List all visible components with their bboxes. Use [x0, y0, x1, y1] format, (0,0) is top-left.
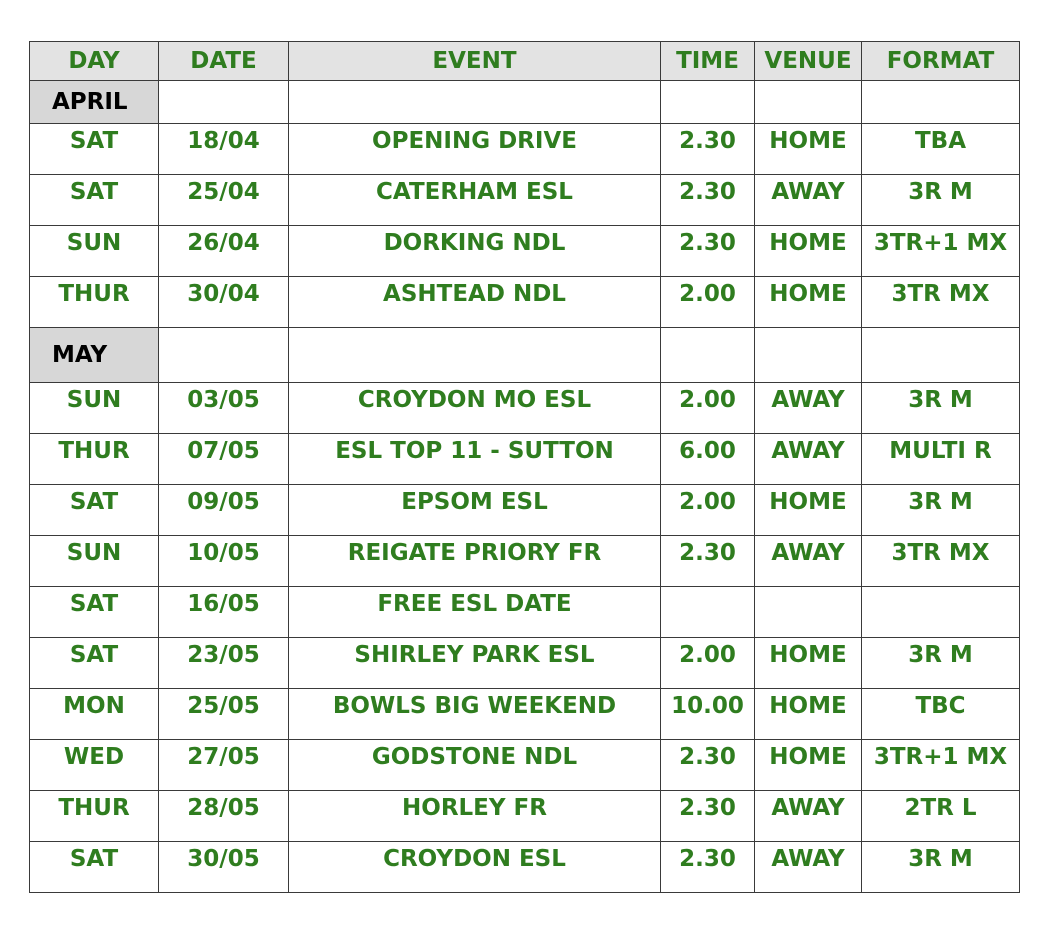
cell-format: 3R M [862, 638, 1020, 689]
cell-day: SAT [30, 842, 159, 893]
empty-cell [755, 328, 862, 383]
table-row [30, 791, 1020, 842]
cell-day: THUR [30, 277, 159, 328]
table-row [30, 434, 1020, 485]
cell-day: WED [30, 740, 159, 791]
table-row [30, 536, 1020, 587]
cell-time: 2.30 [661, 536, 755, 587]
cell-day: SAT [30, 175, 159, 226]
cell-venue: AWAY [755, 434, 862, 485]
cell-time: 2.00 [661, 638, 755, 689]
cell-format: 3R M [862, 842, 1020, 893]
cell-format: 2TR L [862, 791, 1020, 842]
header-day: DAY [30, 42, 159, 81]
cell-day: SAT [30, 587, 159, 638]
cell-event: CROYDON ESL [289, 842, 661, 893]
cell-event: CROYDON MO ESL [289, 383, 661, 434]
empty-cell [289, 328, 661, 383]
cell-venue: HOME [755, 740, 862, 791]
cell-date: 30/05 [159, 842, 289, 893]
table-row [30, 124, 1020, 175]
cell-format [862, 587, 1020, 638]
cell-venue: AWAY [755, 536, 862, 587]
cell-time: 2.30 [661, 226, 755, 277]
table-row [30, 485, 1020, 536]
cell-date: 07/05 [159, 434, 289, 485]
table-row [30, 587, 1020, 638]
header-event: EVENT [289, 42, 661, 81]
month-row-april [30, 81, 1020, 124]
cell-event: SHIRLEY PARK ESL [289, 638, 661, 689]
cell-date: 28/05 [159, 791, 289, 842]
cell-date: 25/05 [159, 689, 289, 740]
cell-format: 3R M [862, 175, 1020, 226]
empty-cell [159, 328, 289, 383]
cell-time: 2.30 [661, 740, 755, 791]
table-row [30, 740, 1020, 791]
cell-venue: HOME [755, 485, 862, 536]
cell-event: HORLEY FR [289, 791, 661, 842]
table-row [30, 175, 1020, 226]
month-label: APRIL [30, 81, 159, 124]
empty-cell [289, 81, 661, 124]
cell-day: SUN [30, 226, 159, 277]
table-row [30, 842, 1020, 893]
empty-cell [755, 81, 862, 124]
cell-day: SUN [30, 536, 159, 587]
cell-event: GODSTONE NDL [289, 740, 661, 791]
cell-date: 25/04 [159, 175, 289, 226]
table-row [30, 638, 1020, 689]
cell-venue: AWAY [755, 791, 862, 842]
cell-day: THUR [30, 791, 159, 842]
header-venue: VENUE [755, 42, 862, 81]
cell-event: FREE ESL DATE [289, 587, 661, 638]
cell-format: 3TR MX [862, 536, 1020, 587]
empty-cell [159, 81, 289, 124]
empty-cell [862, 328, 1020, 383]
cell-format: 3TR+1 MX [862, 226, 1020, 277]
cell-day: SAT [30, 124, 159, 175]
cell-venue: AWAY [755, 175, 862, 226]
cell-venue: AWAY [755, 383, 862, 434]
cell-date: 18/04 [159, 124, 289, 175]
cell-date: 23/05 [159, 638, 289, 689]
cell-format: TBC [862, 689, 1020, 740]
header-time: TIME [661, 42, 755, 81]
cell-time: 2.30 [661, 124, 755, 175]
cell-venue: AWAY [755, 842, 862, 893]
fixtures-table [29, 41, 1020, 893]
cell-day: THUR [30, 434, 159, 485]
cell-venue: HOME [755, 638, 862, 689]
cell-date: 10/05 [159, 536, 289, 587]
table-row [30, 383, 1020, 434]
cell-date: 30/04 [159, 277, 289, 328]
table-row [30, 689, 1020, 740]
cell-format: 3R M [862, 485, 1020, 536]
month-row-may [30, 328, 1020, 383]
header-format: FORMAT [862, 42, 1020, 81]
cell-format: MULTI R [862, 434, 1020, 485]
cell-venue: HOME [755, 226, 862, 277]
cell-day: MON [30, 689, 159, 740]
cell-venue: HOME [755, 124, 862, 175]
cell-event: ASHTEAD NDL [289, 277, 661, 328]
cell-time: 2.00 [661, 277, 755, 328]
cell-time: 2.00 [661, 383, 755, 434]
cell-time: 2.30 [661, 791, 755, 842]
header-date: DATE [159, 42, 289, 81]
cell-date: 09/05 [159, 485, 289, 536]
cell-venue: HOME [755, 689, 862, 740]
cell-day: SAT [30, 485, 159, 536]
cell-event: OPENING DRIVE [289, 124, 661, 175]
cell-event: BOWLS BIG WEEKEND [289, 689, 661, 740]
cell-venue [755, 587, 862, 638]
cell-time: 2.30 [661, 842, 755, 893]
cell-format: 3TR+1 MX [862, 740, 1020, 791]
empty-cell [862, 81, 1020, 124]
cell-venue: HOME [755, 277, 862, 328]
cell-format: TBA [862, 124, 1020, 175]
cell-event: REIGATE PRIORY FR [289, 536, 661, 587]
header-row [30, 42, 1020, 81]
empty-cell [661, 328, 755, 383]
cell-time: 2.30 [661, 175, 755, 226]
month-label: MAY [30, 328, 159, 383]
cell-time: 10.00 [661, 689, 755, 740]
cell-event: EPSOM ESL [289, 485, 661, 536]
table-row [30, 277, 1020, 328]
cell-time: 2.00 [661, 485, 755, 536]
cell-date: 27/05 [159, 740, 289, 791]
table-row [30, 226, 1020, 277]
cell-format: 3R M [862, 383, 1020, 434]
cell-event: CATERHAM ESL [289, 175, 661, 226]
cell-time [661, 587, 755, 638]
cell-day: SAT [30, 638, 159, 689]
cell-date: 26/04 [159, 226, 289, 277]
cell-date: 16/05 [159, 587, 289, 638]
empty-cell [661, 81, 755, 124]
cell-time: 6.00 [661, 434, 755, 485]
cell-format: 3TR MX [862, 277, 1020, 328]
cell-day: SUN [30, 383, 159, 434]
cell-date: 03/05 [159, 383, 289, 434]
cell-event: ESL TOP 11 - SUTTON [289, 434, 661, 485]
cell-event: DORKING NDL [289, 226, 661, 277]
